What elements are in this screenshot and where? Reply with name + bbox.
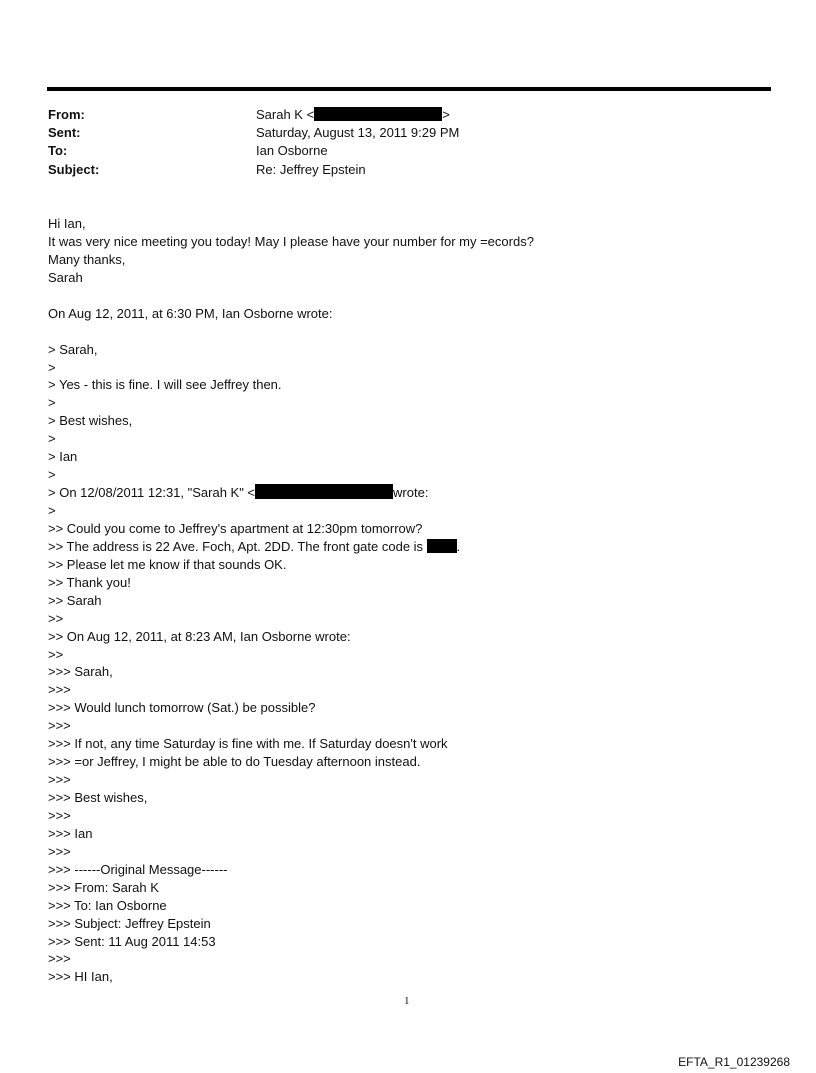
- body-line: Sarah: [48, 269, 83, 285]
- subject-value: Re: Jeffrey Epstein: [256, 161, 366, 177]
- address-text: >> The address is 22 Ave. Foch, Apt. 2DD. The front gate code is: [48, 538, 427, 554]
- sent-label: Sent:: [48, 125, 81, 141]
- redaction-box: [255, 484, 393, 499]
- body-line: >>>: [48, 718, 71, 734]
- body-line: >>> If not, any time Saturday is fine with me. If Saturday doesn't work: [48, 736, 448, 752]
- body-line: [48, 287, 768, 305]
- body-line: >>> Sarah,: [48, 664, 113, 680]
- body-line: >> Thank you!: [48, 574, 131, 590]
- header-rule: [47, 87, 771, 91]
- body-line: >>: [48, 610, 64, 626]
- body-line: >>>: [48, 843, 71, 859]
- body-line: >>> Would lunch tomorrow (Sat.) be possible?: [48, 700, 316, 716]
- body-line: It was very nice meeting you today! May I please have your number for my =ecords?: [48, 233, 534, 249]
- subject-label: Subject:: [48, 161, 100, 177]
- body-line: > Best wishes,: [48, 413, 133, 429]
- quote-header-wrote: wrote:: [393, 485, 429, 501]
- address-period: .: [456, 538, 461, 554]
- document-id: EFTA_R1_01239268: [678, 1055, 790, 1069]
- body-line: >: [48, 359, 56, 375]
- body-line: >>> To: Ian Osborne: [48, 897, 167, 913]
- body-line: [48, 484, 768, 502]
- body-line: Hi Ian,: [48, 216, 86, 231]
- body-line: On Aug 12, 2011, at 6:30 PM, Ian Osborne wrote:: [48, 305, 333, 321]
- subject-row: [48, 161, 768, 179]
- body-line: >> Could you come to Jeffrey's apartment at 12:30pm tomorrow?: [48, 520, 423, 536]
- from-row: [48, 106, 768, 124]
- body-line: >>>: [48, 772, 71, 788]
- sent-row: [48, 124, 768, 142]
- body-line: >>> Ian: [48, 825, 93, 841]
- body-line: > Ian: [48, 449, 78, 465]
- body-line: >>> From: Sarah K: [48, 879, 159, 895]
- body-line: >: [48, 431, 56, 447]
- body-line: Many thanks,: [48, 251, 126, 267]
- quote-header-text: > On 12/08/2011 12:31, "Sarah K" <: [48, 485, 256, 501]
- body-line: >: [48, 395, 56, 411]
- from-close: >: [442, 107, 450, 122]
- body-line: [48, 323, 768, 341]
- body-line: >>> Best wishes,: [48, 790, 148, 805]
- page-number: 1: [404, 995, 410, 1007]
- redaction-box: [427, 539, 457, 553]
- to-value: Ian Osborne: [256, 143, 328, 159]
- body-line: > Yes - this is fine. I will see Jeffrey then.: [48, 377, 282, 393]
- body-line: >>> Subject: Jeffrey Epstein: [48, 915, 211, 931]
- body-line: [48, 538, 768, 556]
- to-label: To:: [48, 143, 68, 159]
- body-line: > Sarah,: [48, 341, 98, 357]
- body-line: >> Please let me know if that sounds OK.: [48, 556, 287, 572]
- from-label: From:: [48, 107, 85, 122]
- sent-value: Saturday, August 13, 2011 9:29 PM: [256, 125, 460, 141]
- body-line: >>: [48, 646, 64, 662]
- email-header: [48, 106, 768, 179]
- body-line: >>>: [48, 951, 71, 967]
- redaction-box: [314, 107, 442, 121]
- from-value: [256, 106, 450, 124]
- to-row: [48, 142, 768, 160]
- body-line: >: [48, 467, 56, 483]
- body-line: >>>: [48, 682, 71, 698]
- body-line: >>> =or Jeffrey, I might be able to do Tuesday afternoon instead.: [48, 754, 421, 770]
- body-line: >>>: [48, 807, 71, 823]
- body-line: >> On Aug 12, 2011, at 8:23 AM, Ian Osborne wrote:: [48, 628, 351, 644]
- body-line: >>> ------Original Message------: [48, 861, 228, 877]
- from-name: Sarah K <: [256, 107, 315, 122]
- email-body: [48, 215, 768, 986]
- body-line: >: [48, 503, 56, 518]
- body-line: >>> Sent: 11 Aug 2011 14:53: [48, 933, 216, 949]
- body-line: >>> HI Ian,: [48, 969, 113, 985]
- body-line: >> Sarah: [48, 592, 102, 608]
